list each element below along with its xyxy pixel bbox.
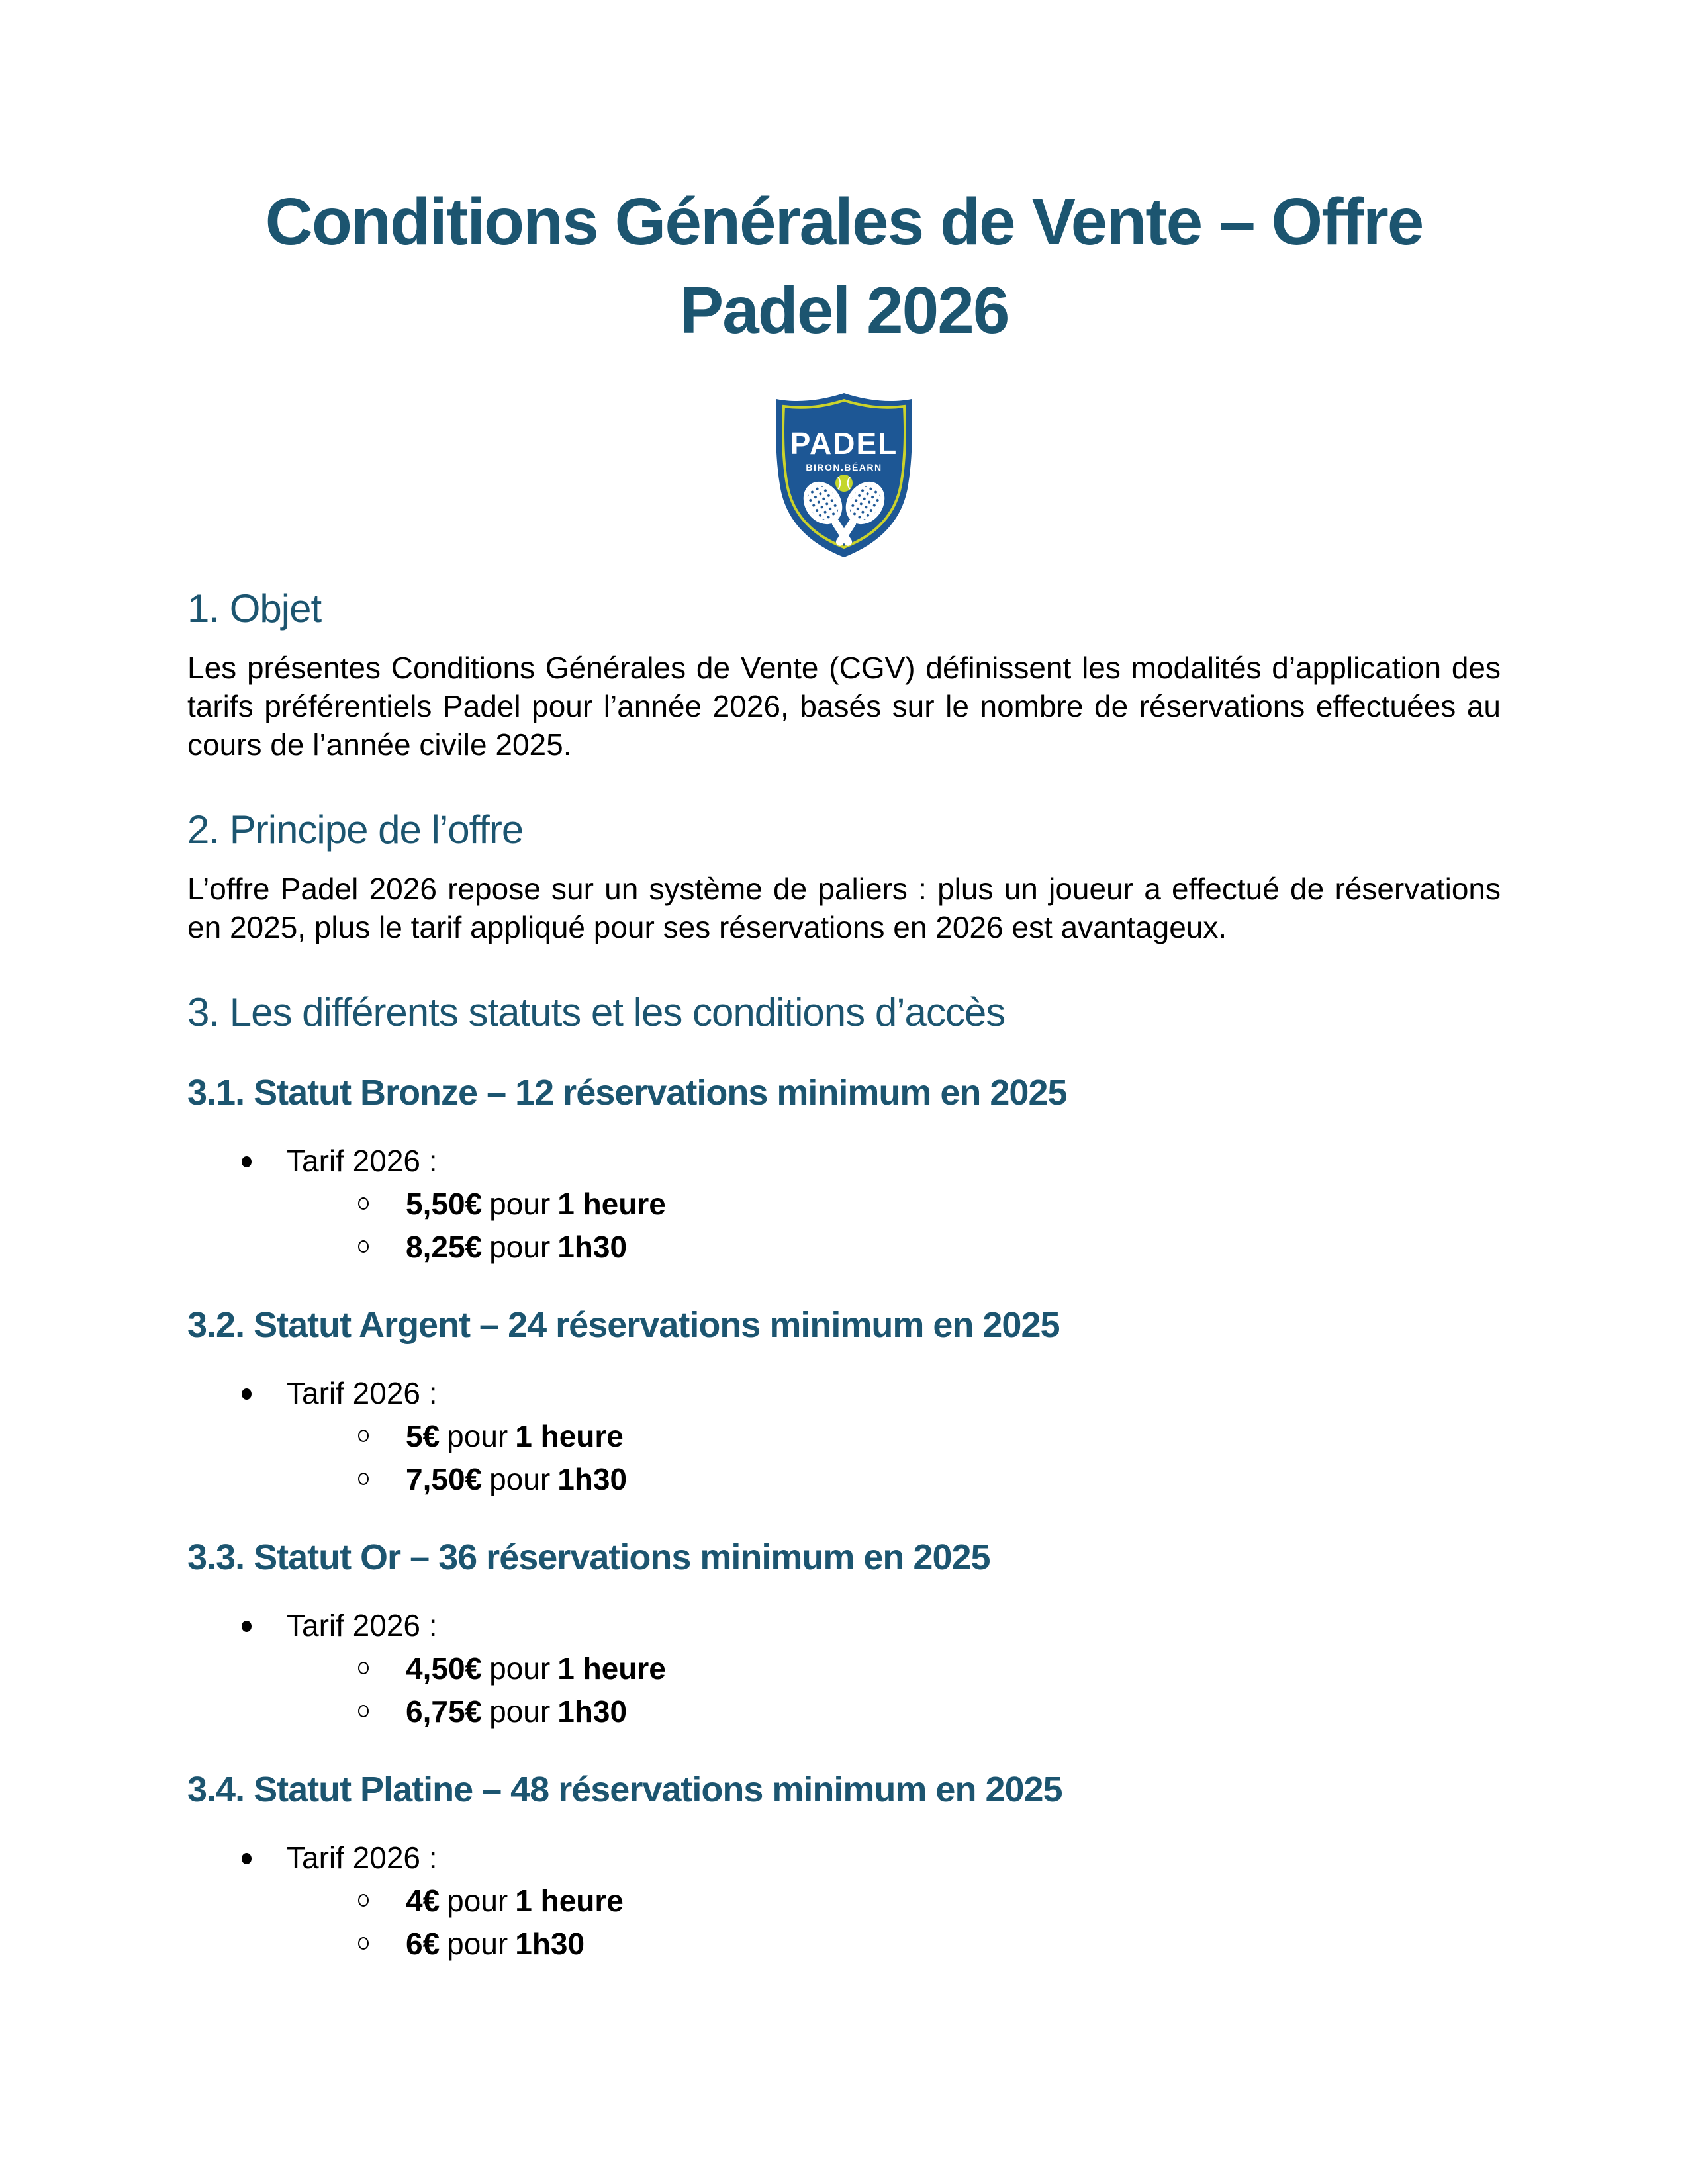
tariff-price: 4,50€ — [406, 1651, 483, 1686]
status-heading-platine: 3.4. Statut Platine – 48 réservations minimum en 2025 — [187, 1770, 1062, 1809]
section-body-principe: L’offre Padel 2026 repose sur un système de paliers : plus un joueur a effectué de réservations en 2025, plus le tarif appliqué pour ses réservations en 2026 est avantageux. — [187, 872, 1501, 944]
tariff-price: 5€ — [406, 1419, 440, 1453]
tariff-duration: 1h30 — [515, 1927, 585, 1961]
tariff-connector: pour — [489, 1230, 551, 1264]
padel-logo-shield — [773, 390, 915, 560]
tariff-bullet-line — [187, 1140, 1501, 1183]
tariff-option-line — [187, 1880, 1501, 1923]
bullet-icon — [242, 1853, 252, 1864]
bullet-icon — [242, 1621, 252, 1632]
status-heading-bronze: 3.1. Statut Bronze – 12 réservations minimum en 2025 — [187, 1073, 1067, 1113]
tariff-option-line — [187, 1458, 1501, 1501]
tariff-duration: 1 heure — [515, 1884, 624, 1918]
circle-bullet-icon — [358, 1705, 369, 1717]
tariff-option-line — [187, 1690, 1501, 1733]
tariff-duration: 1 heure — [557, 1187, 666, 1221]
document-title-line2: Padel 2026 — [679, 273, 1009, 347]
bullet-icon — [242, 1156, 252, 1167]
tariff-bullet-line — [187, 1604, 1501, 1647]
document-title — [187, 177, 1501, 355]
tariff-price: 6,75€ — [406, 1694, 483, 1729]
status-heading-or: 3.3. Statut Or – 36 réservations minimum en 2025 — [187, 1537, 990, 1577]
tariff-price: 7,50€ — [406, 1462, 483, 1496]
document-title-line1: Conditions Générales de Vente – Offre — [265, 185, 1423, 259]
tariff-connector: pour — [447, 1884, 508, 1918]
club-logo — [773, 390, 915, 560]
circle-bullet-icon — [358, 1473, 369, 1485]
tariff-price: 5,50€ — [406, 1187, 483, 1221]
tariff-connector: pour — [447, 1419, 508, 1453]
tariff-connector: pour — [489, 1187, 551, 1221]
tariff-connector: pour — [447, 1927, 508, 1961]
tariff-duration: 1h30 — [557, 1462, 628, 1496]
circle-bullet-icon — [358, 1240, 369, 1253]
section-heading-statuts: 3. Les différents statuts et les conditions d’accès — [187, 990, 1006, 1034]
section-heading-principe: 2. Principe de l’offre — [187, 807, 524, 852]
bullet-icon — [242, 1388, 252, 1400]
tariff-option-line — [187, 1923, 1501, 1966]
tariff-connector: pour — [489, 1694, 551, 1729]
tariff-price: 6€ — [406, 1927, 440, 1961]
tariff-duration: 1 heure — [515, 1419, 624, 1453]
tariff-duration: 1 heure — [557, 1651, 666, 1686]
padel-ball-icon — [835, 475, 853, 492]
tariff-price: 8,25€ — [406, 1230, 483, 1264]
circle-bullet-icon — [358, 1894, 369, 1907]
tariff-option-line — [187, 1647, 1501, 1690]
section-heading-objet: 1. Objet — [187, 586, 322, 631]
section-body-objet: Les présentes Conditions Générales de Vente (CGV) définissent les modalités d’application des tarifs préférentiels Padel pour l’année 2026, basés sur le nombre de réservations effectuées au cours de l’année civile 2025. — [187, 651, 1501, 762]
logo-wordmark: PADEL — [790, 426, 898, 461]
circle-bullet-icon — [358, 1430, 369, 1442]
tariff-option-line — [187, 1415, 1501, 1458]
circle-bullet-icon — [358, 1197, 369, 1210]
circle-bullet-icon — [358, 1662, 369, 1674]
tariff-option-line — [187, 1183, 1501, 1226]
tariff-bullet-line — [187, 1837, 1501, 1880]
tariff-connector: pour — [489, 1462, 551, 1496]
tariff-duration: 1h30 — [557, 1694, 628, 1729]
tariff-bullet-line — [187, 1372, 1501, 1415]
status-heading-argent: 3.2. Statut Argent – 24 réservations minimum en 2025 — [187, 1305, 1060, 1345]
tariff-year-label: Tarif 2026 : — [287, 1608, 438, 1643]
tariff-price: 4€ — [406, 1884, 440, 1918]
tariff-year-label: Tarif 2026 : — [287, 1376, 438, 1410]
tariff-option-line — [187, 1226, 1501, 1269]
logo-subtitle: BIRON.BÉARN — [806, 462, 882, 473]
tariff-duration: 1h30 — [557, 1230, 628, 1264]
tariff-connector: pour — [489, 1651, 551, 1686]
tariff-year-label: Tarif 2026 : — [287, 1144, 438, 1178]
circle-bullet-icon — [358, 1937, 369, 1950]
tariff-year-label: Tarif 2026 : — [287, 1841, 438, 1875]
